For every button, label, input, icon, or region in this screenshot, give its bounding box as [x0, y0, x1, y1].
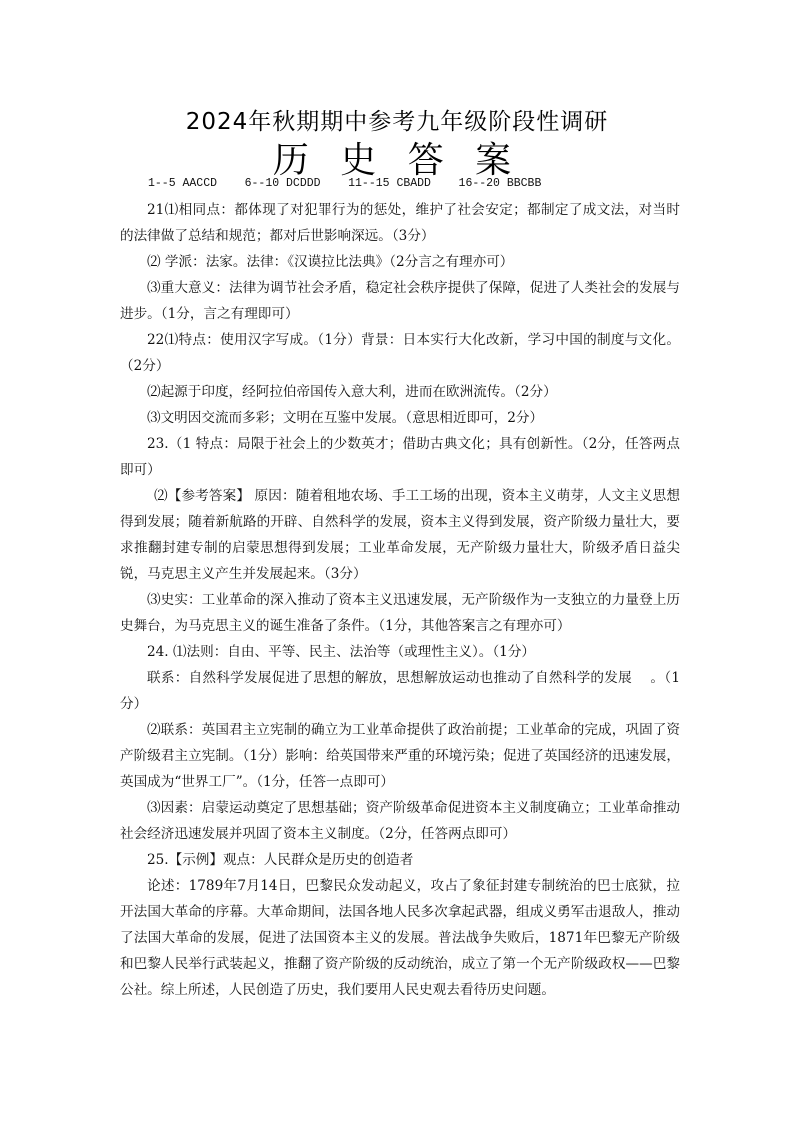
- answer-body: [120, 197, 680, 1003]
- answer-24-1-link: 联系：自然科学发展促进了思想的解放，思想解放运动也推动了自然科学的发展 。（1分）: [120, 670, 680, 712]
- answer-21-3: ⑶重大意义：法律为调节社会矛盾，稳定社会秩序提供了保障，促进了人类社会的发展与进步。（1分，言之有理即可）: [120, 280, 680, 322]
- answer-23-1: 23.（1 特点：局限于社会上的少数英才；借助古典文化；具有创新性。（2分，任答两点即可）: [120, 436, 680, 478]
- answer-23-3: ⑶史实：工业革命的深入推动了资本主义迅速发展，无产阶级作为一支独立的力量登上历史舞台，为马克思主义的诞生准备了条件。（1分，其他答案言之有理亦可）: [120, 592, 680, 634]
- answer-23-2: ⑵【参考答案】 原因：随着租地农场、手工工场的出现，资本主义萌芽，人文主义思想得到发展；随着新航路的开辟、自然科学的发展，资本主义得到发展，资产阶级力量壮大，要求推翻封建专制的启蒙思想得到发展；工业革命发展，无产阶级力量壮大，阶级矛盾日益尖锐，马克思主义产生并发展起来。（3分）: [120, 488, 680, 582]
- answer-21-1: 21⑴相同点：都体现了对犯罪行为的惩处，维护了社会安定；都制定了成文法，对当时的法律做了总结和规范；都对后世影响深远。（3分）: [120, 202, 680, 244]
- answer-24-3: ⑶因素：启蒙运动奠定了思想基础；资产阶级革命促进资本主义制度确立；工业革命推动社会经济迅速发展并巩固了资本主义制度。（2分，任答两点即可）: [120, 800, 680, 842]
- answer-25-argument: 论述：1789年7月14日，巴黎民众发动起义，攻占了象征封建专制统治的巴士底狱，拉开法国大革命的序幕。大革命期间，法国各地人民多次拿起武器，组成义勇军击退敌人，推动了法国大革命的发展，促进了法国资本主义的发展。普法战争失败后，1871年巴黎无产阶级和巴黎人民举行武装起义，推翻了资产阶级的反动统治，成立了第一个无产阶级政权——巴黎公社。综上所述，人民创造了历史，我们要用人民史观去看待历史问题。: [120, 878, 680, 998]
- answer-24-2: ⑵联系：英国君主立宪制的确立为工业革命提供了政治前提；工业革命的完成，巩固了资产阶级君主立宪制。（1分）影响：给英国带来严重的环境污染；促进了英国经济的迅速发展，英国成为“世界工厂”。（1分，任答一点即可）: [120, 722, 680, 790]
- answer-22-2: ⑵起源于印度，经阿拉伯帝国传入意大利，进而在欧洲流传。（2分）: [147, 384, 557, 400]
- answer-21-2: ⑵ 学派：法家。法律：《汉谟拉比法典》（2分言之有理亦可）: [147, 254, 514, 270]
- page-title: 2024年秋期期中参考九年级阶段性调研: [185, 109, 609, 135]
- answer-22-1: 22⑴特点：使用汉字写成。（1分）背景：日本实行大化改新，学习中国的制度与文化。（2分）: [120, 332, 680, 374]
- multiple-choice-answers: 1--5 AACCD 6--10 DCDDD 11--15 CBADD 16--20 BBCBB: [148, 177, 542, 190]
- answer-22-3: ⑶文明因交流而多彩；文明在互鉴中发展。（意思相近即可，2分）: [147, 410, 544, 426]
- page-subtitle: 历 史 答 案: [272, 140, 522, 181]
- answer-25-viewpoint: 25.【示例】观点：人民群众是历史的创造者: [147, 852, 414, 868]
- answer-24-1: 24. ⑴法则：自由、平等、民主、法治等（或理性主义）。（1分）: [147, 644, 536, 660]
